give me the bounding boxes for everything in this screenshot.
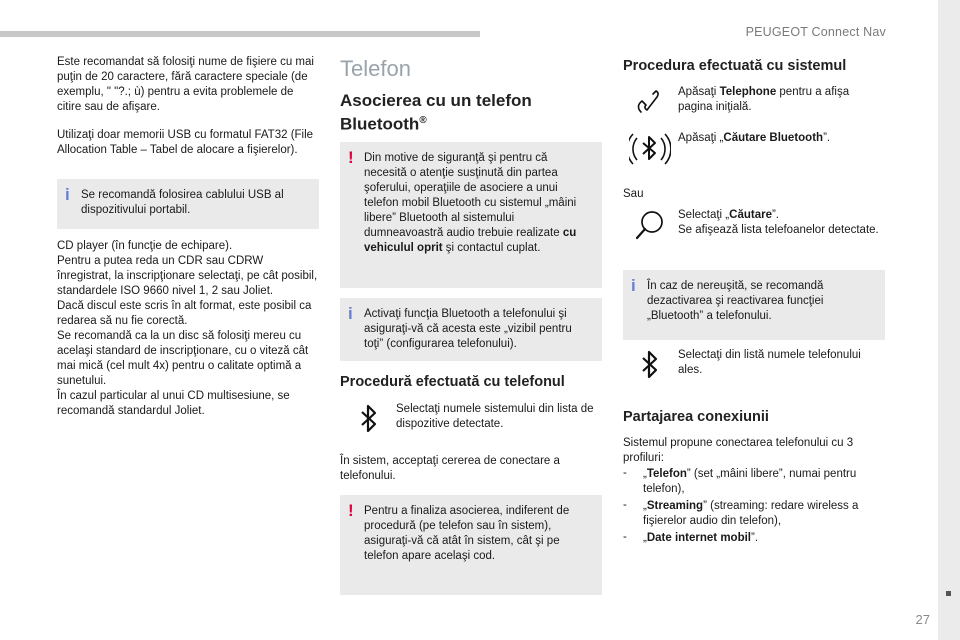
step-text-line: Se afişează lista telefoanelor detectate. <box>678 224 879 236</box>
step-select-search <box>633 208 885 256</box>
cd-line: Dacă discul este scris în alt format, este posibil ca redarea să nu fie corectă. <box>57 300 312 327</box>
list-item-part: ” (set „mâini libere”, numai pentru telefon), <box>643 468 857 495</box>
heading-pairing-line1: Asocierea cu un telefon <box>340 91 532 110</box>
warning-text-bold: cu vehiculul oprit <box>364 227 577 254</box>
step-text: Selectaţi din listă numele telefonului ales. <box>678 349 861 376</box>
warning-text-part: şi contactul cuplat. <box>442 242 541 254</box>
bluetooth-icon <box>633 348 667 382</box>
list-item-text <box>643 499 885 529</box>
list-quote: „ <box>643 468 647 480</box>
info-note-retry <box>623 270 885 340</box>
step-text-bold: Căutare Bluetooth <box>723 132 824 144</box>
phone-icon <box>633 85 667 119</box>
step-text <box>678 208 885 238</box>
header-rule <box>0 31 480 37</box>
profiles-list <box>623 467 885 546</box>
step-text-bold: Căutare <box>729 209 772 221</box>
step-text-part: Apăsaţi <box>678 86 720 98</box>
step-select-phone <box>633 348 885 388</box>
header-title: PEUGEOT Connect Nav <box>745 25 886 39</box>
text-or: Sau <box>623 188 644 200</box>
warning-icon: ! <box>348 148 354 167</box>
step-text-line <box>678 208 885 223</box>
section-title: Telefon <box>340 56 411 81</box>
warning-note-safety <box>340 142 602 288</box>
list-quote: „ <box>643 500 647 512</box>
warning-note-code <box>340 495 602 595</box>
list-item-text <box>643 531 885 546</box>
warning-note-text <box>364 151 592 256</box>
magnifier-icon <box>633 208 667 242</box>
warning-text-part: Din motive de siguranţă şi pentru că necesită o atenţie susţinută din partea şoferului, operaţiile de asociere a unui telefon mobil Bluetooth cu sistemul „mâini libere” Bluetooth al sistemului dumneavoastră audio trebuie realizate <box>364 152 577 239</box>
list-item-bold: Date internet mobil <box>646 532 751 544</box>
bluetooth-icon <box>352 402 386 436</box>
info-note-text: În caz de nereuşită, se recomandă dezactivarea şi reactivarea funcţiei „Bluetooth” a telefonului. <box>647 280 824 322</box>
step-text-bold: Telephone <box>719 86 777 98</box>
list-quote: „ <box>643 532 647 544</box>
paragraph-profiles: Sistemul propune conectarea telefonului cu 3 profiluri: <box>623 437 854 464</box>
warning-icon: ! <box>348 501 354 520</box>
list-item <box>623 531 885 546</box>
info-note-text: Activaţi funcţia Bluetooth a telefonului şi asiguraţi-vă că acesta este „vizibil pentru toţi” (configurarea telefonului). <box>364 308 572 350</box>
step-text-part: Apăsaţi „ <box>678 132 724 144</box>
heading-phone-procedure: Procedură efectuată cu telefonul <box>340 374 565 390</box>
step-text-part: pentru a afişa pagina iniţială. <box>678 86 850 113</box>
list-item-text <box>643 467 885 497</box>
page-number: 27 <box>915 612 930 627</box>
list-item <box>623 467 885 497</box>
list-item-part: ”. <box>751 532 759 544</box>
info-note-usb-cable <box>57 179 319 229</box>
list-dash: - <box>623 499 627 511</box>
step-text-part: Selectaţi „ <box>678 209 730 221</box>
step-text <box>678 131 885 146</box>
step-text-part: ”. <box>823 132 831 144</box>
cd-player-block <box>57 239 319 419</box>
paragraph-usb-format: Utilizaţi doar memorii USB cu formatul FAT32 (File Allocation Table – Tabel de alocare a fişierelor). <box>57 129 314 156</box>
step-text: Selectaţi numele sistemului din lista de dispozitive detectate. <box>396 403 594 430</box>
list-item <box>623 499 885 529</box>
heading-pairing <box>340 91 602 135</box>
cd-line: CD player (în funcţie de echipare). <box>57 240 233 252</box>
list-item-bold: Telefon <box>646 468 687 480</box>
continue-mark <box>946 591 951 596</box>
paragraph-accept-request: În sistem, acceptaţi cererea de conectare a telefonului. <box>340 455 560 482</box>
info-icon: i <box>348 304 353 323</box>
list-item-bold: Streaming <box>646 500 704 512</box>
cd-line: Se recomandă ca la un disc să folosiţi mereu cu acelaşi standard de inscripţionare, cu o viteză cât mai mică (cel mult 4x) pentru o calitate optimă a sunetului. <box>57 330 309 387</box>
list-item-part: ” (streaming: redare wireless a fişierelor audio din telefon), <box>643 500 859 527</box>
paragraph-filenames: Este recomandat să folosiţi nume de fişiere cu mai puţin de 20 caractere, fără caractere speciale (de exemplu, " "?.; ù) pentru a evita problemele de citire sau de afişare. <box>57 56 314 113</box>
list-dash: - <box>623 467 627 479</box>
heading-system-procedure: Procedura efectuată cu sistemul <box>623 58 847 74</box>
step-press-telephone <box>633 85 885 121</box>
bluetooth-search-icon <box>629 128 671 170</box>
info-note-text: Se recomandă folosirea cablului USB al dispozitivului portabil. <box>81 189 284 216</box>
info-icon: i <box>65 185 70 204</box>
cd-line: În cazul particular al unui CD multisesiune, se recomandă standardul Joliet. <box>57 390 290 417</box>
info-note-bluetooth <box>340 298 602 361</box>
heading-connection-sharing: Partajarea conexiunii <box>623 409 769 425</box>
cd-line: Pentru a putea reda un CDR sau CDRW înregistrat, la inscripţionare selectaţi, pe cât posibil, standardele ISO 9660 nivel 1, 2 sau Joliet. <box>57 255 318 297</box>
step-bluetooth-search <box>629 128 885 176</box>
step-text-part: ”. <box>771 209 779 221</box>
registered-mark: ® <box>419 115 427 126</box>
warning-note-text: Pentru a finaliza asocierea, indiferent de procedură (pe telefon sau în sistem), asiguraţi-vă că atât în sistem, cât şi pe telefon apare acelaşi cod. <box>364 505 570 562</box>
step-text <box>678 85 883 115</box>
step-select-system <box>352 402 602 442</box>
info-icon: i <box>631 276 636 295</box>
heading-pairing-line2: Bluetooth <box>340 114 420 134</box>
list-dash: - <box>623 531 627 543</box>
page-sidebar <box>938 0 960 640</box>
